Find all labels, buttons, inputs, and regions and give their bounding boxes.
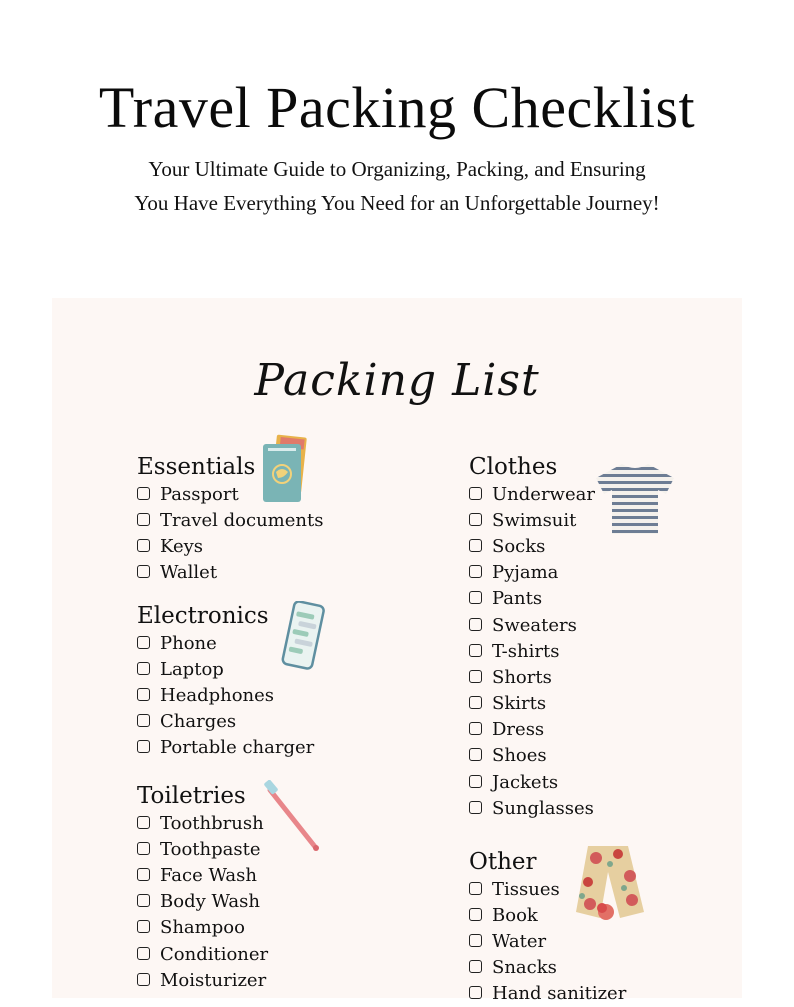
packing-list-heading: Packing List: [254, 355, 540, 406]
item-label: Jackets: [492, 771, 559, 793]
checklist-item[interactable]: [469, 507, 595, 533]
item-label: Pyjama: [492, 562, 559, 584]
section-toiletries: [137, 782, 268, 993]
item-label: Shorts: [492, 666, 552, 688]
item-label: Toothpaste: [160, 838, 261, 860]
checkbox[interactable]: [137, 816, 150, 829]
striped-tshirt-icon: [594, 460, 676, 536]
checklist: [469, 481, 595, 821]
item-label: Portable charger: [160, 737, 315, 759]
checklist-item[interactable]: [137, 709, 314, 735]
checkbox[interactable]: [469, 882, 482, 895]
smartphone-icon: [274, 601, 332, 671]
section-title: Essentials: [137, 454, 256, 480]
checklist-item[interactable]: [137, 533, 323, 559]
checklist-item[interactable]: [469, 928, 626, 954]
item-label: Conditioner: [160, 943, 269, 965]
checklist-item[interactable]: [469, 533, 595, 559]
item-label: T-shirts: [492, 640, 560, 662]
item-label: Skirts: [492, 693, 547, 715]
checklist-item[interactable]: [469, 795, 595, 821]
item-label: Book: [492, 904, 538, 926]
checkbox[interactable]: [137, 868, 150, 881]
checklist-item[interactable]: [469, 638, 595, 664]
item-label: Swimsuit: [492, 509, 577, 531]
checklist-item[interactable]: [469, 981, 626, 1007]
item-label: Charges: [160, 711, 237, 733]
section-title: Clothes: [469, 454, 558, 480]
checkbox[interactable]: [137, 565, 150, 578]
checklist-item[interactable]: [469, 586, 595, 612]
item-label: Sunglasses: [492, 797, 594, 819]
checklist-item[interactable]: [469, 481, 595, 507]
checklist-item[interactable]: [469, 769, 595, 795]
checkbox[interactable]: [469, 722, 482, 735]
checkbox[interactable]: [469, 513, 482, 526]
item-label: Dress: [492, 719, 545, 741]
item-label: Shoes: [492, 745, 547, 767]
section-title: Toiletries: [137, 783, 246, 809]
checkbox[interactable]: [137, 487, 150, 500]
checklist-item[interactable]: [137, 862, 268, 888]
item-label: Moisturizer: [160, 969, 267, 991]
checklist-item[interactable]: [137, 560, 323, 586]
checklist-item[interactable]: [137, 735, 314, 761]
checklist-item[interactable]: [137, 941, 268, 967]
section-clothes: [469, 453, 595, 821]
checklist-item[interactable]: [137, 810, 268, 836]
checkbox[interactable]: [137, 894, 150, 907]
page-title: Travel Packing Checklist: [98, 75, 696, 140]
item-label: Underwear: [492, 483, 595, 505]
page-subtitle: Your Ultimate Guide to Organizing, Packing, and Ensuring You Have Everything You Need for an Unforgettable Journey!: [134, 157, 660, 215]
item-label: Travel documents: [160, 509, 324, 531]
checkbox[interactable]: [469, 487, 482, 500]
item-label: Sweaters: [492, 614, 577, 636]
checkbox[interactable]: [469, 748, 482, 761]
item-label: Tissues: [492, 878, 560, 900]
checkbox[interactable]: [469, 696, 482, 709]
checklist-item[interactable]: [137, 889, 268, 915]
item-label: Shampoo: [160, 917, 245, 939]
item-label: Pants: [492, 588, 543, 610]
item-label: Toothbrush: [160, 812, 264, 834]
checkbox[interactable]: [137, 662, 150, 675]
checklist-item[interactable]: [469, 612, 595, 638]
checklist-item[interactable]: [469, 560, 595, 586]
checkbox[interactable]: [469, 908, 482, 921]
checkbox[interactable]: [469, 670, 482, 683]
item-label: Socks: [492, 535, 546, 557]
checkbox[interactable]: [469, 801, 482, 814]
checkbox[interactable]: [137, 513, 150, 526]
checkbox[interactable]: [469, 960, 482, 973]
checkbox[interactable]: [469, 775, 482, 788]
item-label: Laptop: [160, 658, 224, 680]
section-title: Other: [469, 849, 537, 875]
checklist-item[interactable]: [137, 967, 268, 993]
checklist-item[interactable]: [469, 691, 595, 717]
checkbox[interactable]: [137, 714, 150, 727]
item-label: Body Wash: [160, 891, 260, 913]
item-label: Water: [492, 930, 547, 952]
checklist-item[interactable]: [469, 955, 626, 981]
toothbrush-icon: [260, 780, 324, 854]
floral-shorts-icon: [570, 842, 650, 922]
item-label: Hand sanitizer: [492, 983, 627, 1005]
checkbox[interactable]: [137, 920, 150, 933]
checklist: [137, 810, 268, 993]
checkbox[interactable]: [469, 591, 482, 604]
checklist-item[interactable]: [137, 915, 268, 941]
checklist-item[interactable]: [469, 743, 595, 769]
checklist-item[interactable]: [137, 836, 268, 862]
checkbox[interactable]: [137, 740, 150, 753]
checklist-item[interactable]: [469, 717, 595, 743]
item-label: Passport: [160, 483, 239, 505]
checkbox[interactable]: [469, 644, 482, 657]
checklist-item[interactable]: [469, 664, 595, 690]
checklist-item[interactable]: [137, 682, 314, 708]
checkbox[interactable]: [469, 934, 482, 947]
section-title: Electronics: [137, 603, 269, 629]
checkbox[interactable]: [137, 539, 150, 552]
checkbox[interactable]: [469, 565, 482, 578]
checkbox[interactable]: [137, 842, 150, 855]
item-label: Headphones: [160, 684, 275, 706]
checkbox[interactable]: [137, 947, 150, 960]
checkbox[interactable]: [137, 636, 150, 649]
checkbox[interactable]: [469, 618, 482, 631]
checklist-item[interactable]: [137, 507, 323, 533]
item-label: Snacks: [492, 957, 557, 979]
item-label: Face Wash: [160, 864, 257, 886]
passport-icon: [260, 434, 310, 506]
item-label: Wallet: [160, 562, 218, 584]
item-label: Phone: [160, 632, 217, 654]
checkbox[interactable]: [469, 539, 482, 552]
checkbox[interactable]: [137, 973, 150, 986]
checkbox[interactable]: [137, 688, 150, 701]
item-label: Keys: [160, 535, 204, 557]
